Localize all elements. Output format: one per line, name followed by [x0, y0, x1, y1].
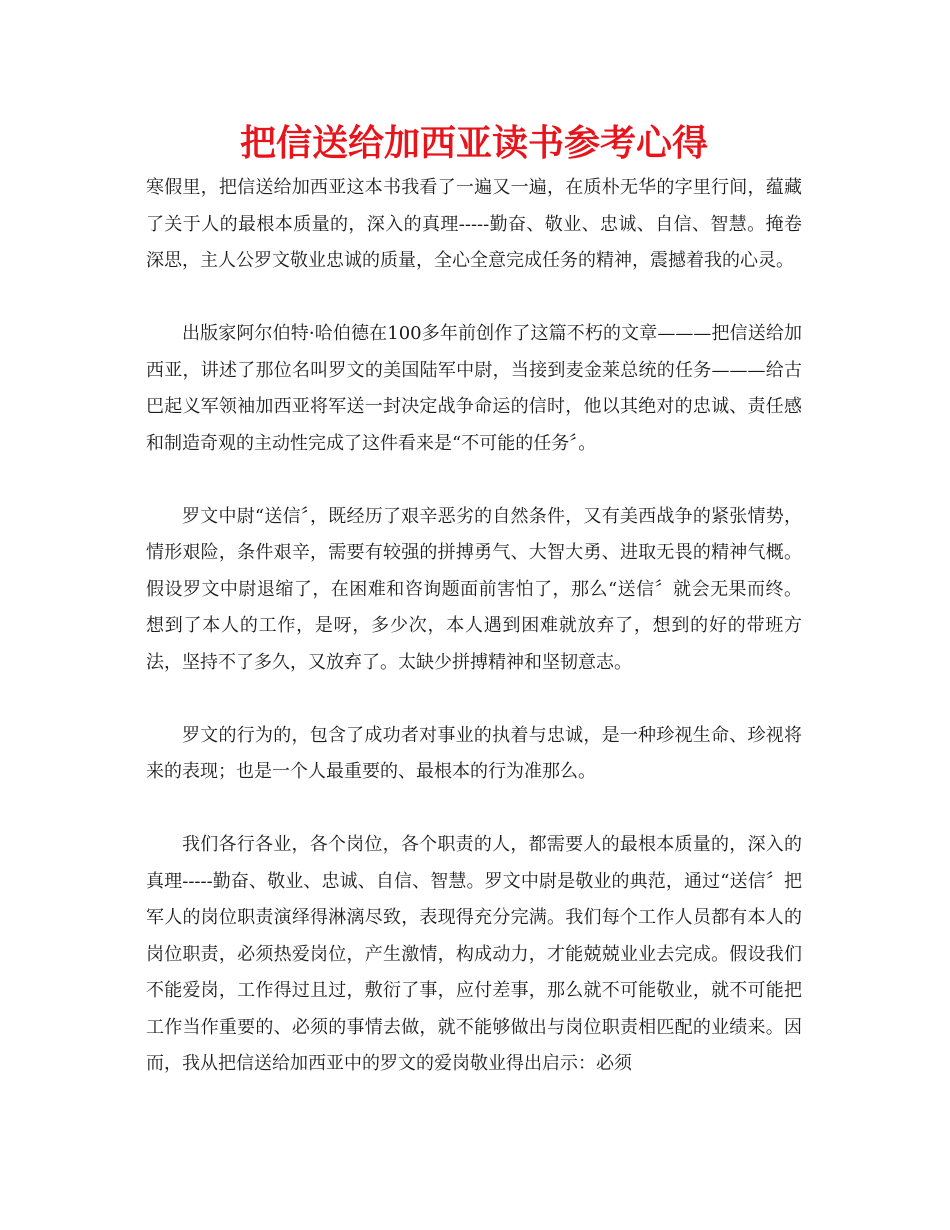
paragraph-lesson: 我们各行各业，各个岗位，各个职责的人，都需要人的最根本质量的，深入的真理-----勤奋、敬业、忠诚、自信、智慧。罗文中尉是敬业的典范，通过“送信〞把军人的岗位职责演绎得淋漓尽致，表现得充分完满。我们每个工作人员都有本人的岗位职责，必须热爱岗位，产生激情，构成动力，才能兢兢业业去完成。假设我们不能爱岗，工作得过且过，敷衍了事，应付差事，那么就不可能敬业，就不可能把工作当作重要的、必须的事情去做，就不能够做出与岗位职责相匹配的业绩来。因而，我从把信送给加西亚中的罗文的爱岗敬业得出启示：必须: [146, 834, 802, 1074]
document-page: [146, 118, 802, 1083]
paragraph-behavior: 罗文的行为的，包含了成功者对事业的执着与忠诚，是一种珍视生命、珍视将来的表现；也是一个人最重要的、最根本的行为准那么。: [146, 724, 802, 782]
paragraph-mission: 罗文中尉“送信〞，既经历了艰辛恶劣的自然条件，又有美西战争的紧张情势，情形艰险，条件艰辛，需要有较强的拼搏勇气、大智大勇、进取无畏的精神气概。假设罗文中尉退缩了，在困难和咨询题面前害怕了，那么“送信〞就会无果而终。想到了本人的工作，是呀，多少次，本人遇到困难就放弃了，想到的好的带班方法，坚持不了多久，又放弃了。太缺少拼搏精神和坚韧意志。: [146, 505, 802, 673]
paragraph-author: 出版家阿尔伯特·哈伯德在100多年前创作了这篇不朽的文章———把信送给加西亚，讲述了那位名叫罗文的美国陆军中尉，当接到麦金莱总统的任务———给古巴起义军领袖加西亚将军送一封决定战争命运的信时，他以其绝对的忠诚、责任感和制造奇观的主动性完成了这件看来是“不可能的任务〞。: [146, 323, 802, 454]
paragraph-intro: 寒假里，把信送给加西亚这本书我看了一遍又一遍，在质朴无华的字里行间，蕴藏了关于人的最根本质量的，深入的真理-----勤奋、敬业、忠诚、自信、智慧。掩卷深思，主人公罗文敬业忠诚的质量，全心全意完成任务的精神，震撼着我的心灵。: [146, 177, 802, 271]
document-title: 把信送给加西亚读书参考心得: [239, 123, 708, 164]
document-body: [146, 170, 802, 1083]
